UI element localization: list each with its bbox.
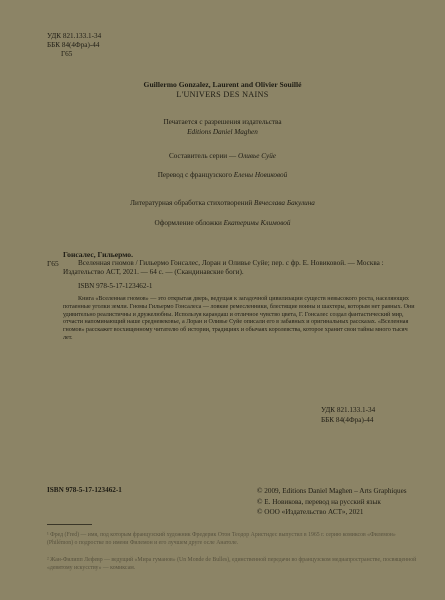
bibliography-record [63,259,403,278]
permission-line: Печатается с разрешения издательства [163,118,282,126]
copyright-line: © Е. Новикова, перевод на русский язык [257,497,381,506]
credit-role: Литературная обработка стихотворений [130,199,253,207]
credit-name: Елены Новиковой [233,171,288,179]
udk-code: УДК 821.133.1-34 [321,406,376,414]
credit-name: Оливье Суйе [237,152,277,160]
copyright-block [257,486,407,518]
classification-top [47,32,101,59]
book-annotation: Книга «Вселенная гномов» — это открытая дверь, ведущая к загадочной цивилизации существ невысокого роста, населяющих потаенные уголки земли. Гномы Гильермо Гонсалеса — ловкие ремесленники, блестящие воины и шахтеры, которым нет равных. Они удивительно реалистичны и дружелюбны. Используя карандаш и отличное чувство цвета, Г. Гонсалес создал фантастический мир, отчасти напоминающий наше средневековье, а Лоран и Оливье Суйе описали его в забавных и оригинальных рассказах. «Вселенная гномов» расскажет восхищенному читателю об истории, традициях и обычаях королевства, которое хранит свои тайны много тысяч лет. [63,296,415,341]
credit-name: Вячеслава Бакулина [254,199,315,207]
footnote-2: ² Жан-Филипп Лефевр — ведущий «Мира гуманов» (Un Monde de Bulles), единственной передачи во французском медиапространстве, посвященной «девятому искусству» — комиксам. [47,557,417,571]
credit-role: Перевод с французского [157,171,232,179]
copyright-line: © 2009, Editions Daniel Maghen – Arts Graphiques [257,487,407,495]
footnote-divider [47,524,92,525]
credit-role: Оформление обложки [154,219,222,227]
original-title: L'UNIVERS DES NAINS [176,90,269,99]
bibliography-author: Гонсалес, Гильермо. [63,250,133,259]
bbk-code: ББК 84(4Фра)-44 [321,416,374,424]
bibliography-code: Г65 [47,259,59,268]
udk-code: УДК 821.133.1-34 [47,32,102,40]
classification-bottom [321,405,375,425]
credit-translator [0,171,445,179]
footnote-1: ¹ Фред (Fred) — имя, под которым французский художник Фредерик Отон Теодор Аристидес выпустил в 1965 г. серию комиксов «Филемон» (Philémon) о подростке по имени Филемон и его лучшем друге осле Анатоле. [47,532,396,546]
bibliography-isbn: ISBN 978-5-17-123462-1 [78,282,153,290]
credit-name: Екатерины Климовой [223,219,291,227]
credit-series-editor [0,152,445,160]
credit-role: Составитель серии — [168,152,237,160]
publisher-name: Editions Daniel Maghen [187,128,258,136]
credit-cover-designer [0,219,445,227]
original-authors: Guillermo Gonzalez, Laurent and Olivier Souillé [143,80,302,89]
author-mark: Г65 [61,50,73,58]
bibliography-record-text: Вселенная гномов / Гильермо Гонсалес, Лоран и Оливье Суйе; пер. с фр. Е. Новиковой. — Москва : Издательство АСТ, 2021. — 64 с. — (Скандинавские боги). [63,259,384,277]
credit-poetry-editor [0,199,445,207]
bbk-code: ББК 84(4Фра)-44 [47,41,100,49]
isbn-bottom: ISBN 978-5-17-123462-1 [47,486,122,494]
copyright-line: © ООО «Издательство АСТ», 2021 [257,508,364,516]
